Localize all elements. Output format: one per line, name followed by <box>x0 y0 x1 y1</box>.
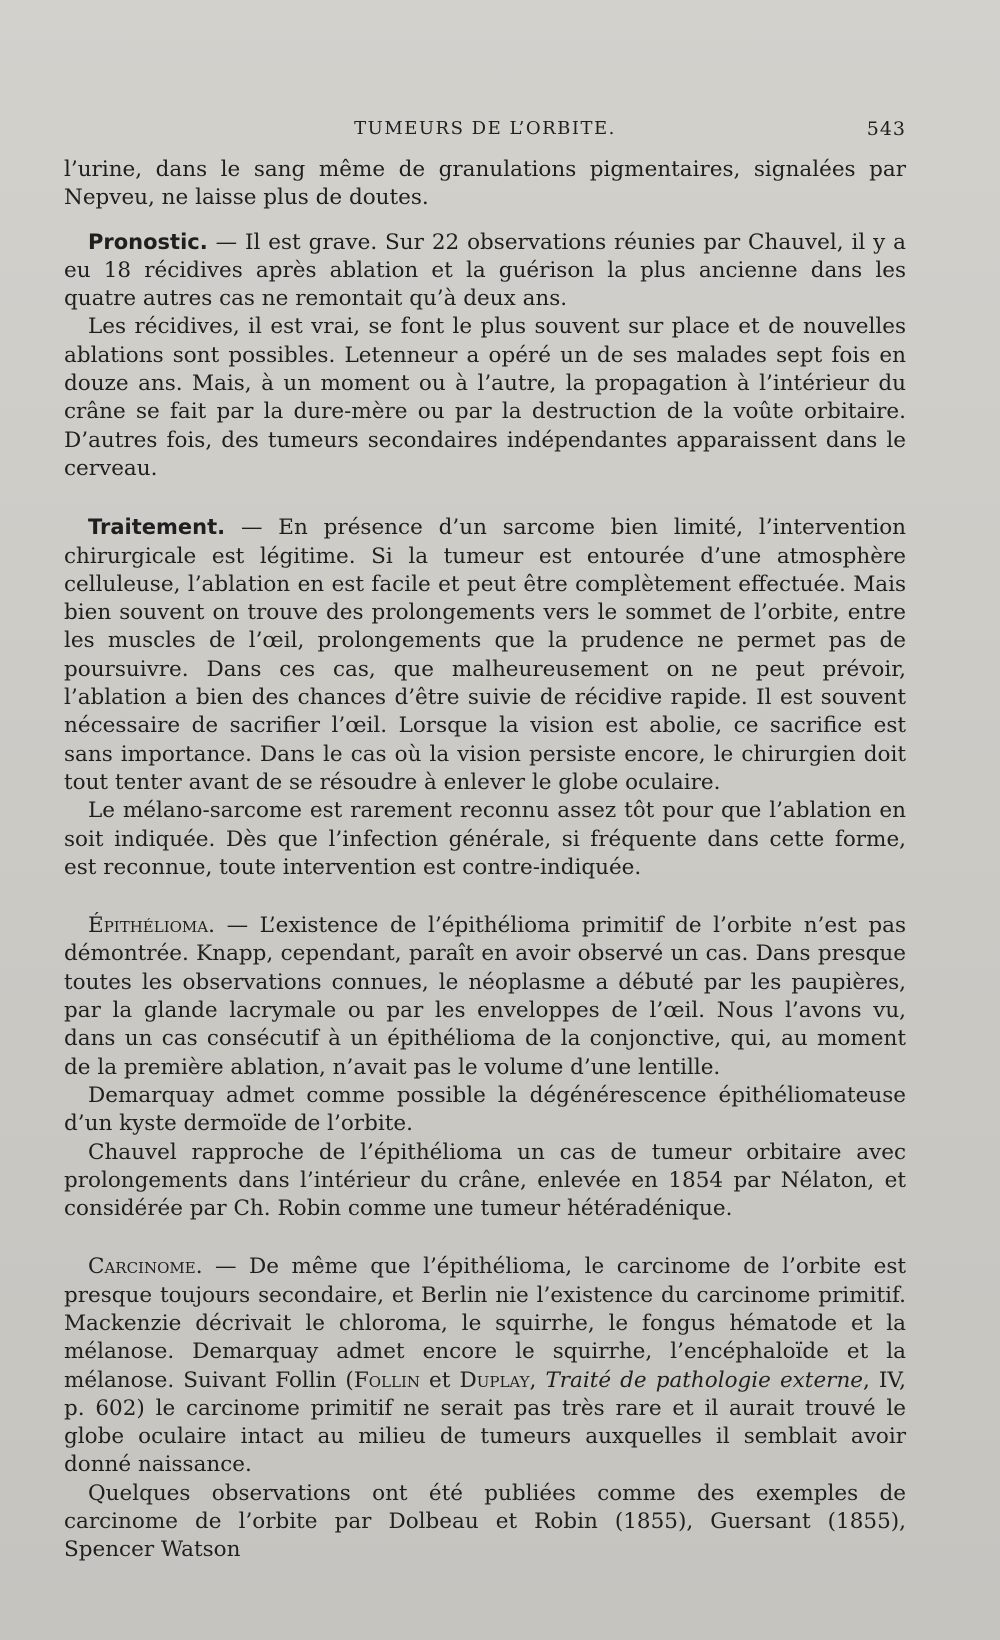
paragraph-text: — En présence d’un sarcome bien limité, l’intervention chirurgicale est légitime. Si la tumeur est entourée d’une atmosphère celluleuse, l’ablation en est facile et peut être complètement effectuée. Mais bien souvent on trouve des prolongements vers le sommet de l’orbite, entre les muscles de l’œil, prolongements que la prudence ne permet pas de poursuivre. Dans ces cas, que malheureusement on ne peut prévoir, l’ablation a bien des chances d’être suivie de récidive rapide. Il est souvent nécessaire de sacrifier l’œil. Lorsque la vision est abolie, ce sacrifice est sans importance. Dans le cas où la vision persiste encore, le chirurgien doit tout tenter avant de se résoudre à enlever le globe oculaire. <box>64 515 906 795</box>
paragraph-demarquay <box>64 1082 906 1139</box>
paragraph-urine <box>64 156 906 213</box>
paragraph-observations <box>64 1480 906 1565</box>
paragraph-text: , IV, p. 602) le carcinome primitif ne serait pas très rare et il aurait trouvé le globe oculaire intact au milieu de tumeurs auxquelles il semblait avoir donné naissance. <box>64 1367 906 1478</box>
paragraph-text: Le mélano-sarcome est rarement reconnu assez tôt pour que l’ablation en soit indiquée. Dès que l’infection générale, si fréquente dans cette forme, est reconnue, toute intervention est contre-indiquée. <box>64 798 906 880</box>
section-heading-carcinome: Carcinome. <box>88 1254 203 1280</box>
paragraph-text: Chauvel rapproche de l’épithélioma un cas de tumeur orbitaire avec prolongements dans l’intérieur du crâne, enlevée en 1854 par Nélaton, et considérée par Ch. Robin comme une tumeur hétéradénique. <box>64 1139 906 1222</box>
paragraph-traitement <box>64 513 906 797</box>
paragraph-text: — De même que l’épithélioma, le carcinome de l’orbite est presque toujours secondaire, et Berlin nie l’existence du carcinome primitif. Mackenzie décrivait le chloroma, le squirrhe, le fongus hématode et la mélanose. Demarquay admet encore le squirrhe, l’encéphaloïde et la mélanose. Suivant Follin ( <box>64 1254 906 1393</box>
paragraph-text: Quelques observations ont été publiées comme des exemples de carcinome de l’orbite par Dolbeau et Robin (1855), Guersant (1855), Spencer Watson <box>64 1480 906 1563</box>
paragraph-melano-sarcome <box>64 797 906 882</box>
paragraph-text: Les récidives, il est vrai, se font le plus souvent sur place et de nouvelles ablations sont possibles. Letenneur a opéré un de ses malades sept fois en douze ans. Mais, à un moment ou à l’autre, la propagation à l’intérieur du crâne se fait par la dure-mère ou par la destruction de la voûte orbitaire. D’autres fois, des tumeurs secondaires indépendantes apparaissent dans le cerveau. <box>64 314 906 481</box>
page-body <box>64 156 906 1565</box>
paragraph-text: l’urine, dans le sang même de granulations pigmentaires, signalées par Nepveu, ne laisse plus de doutes. <box>64 157 906 211</box>
paragraph-text: — Il est grave. Sur 22 observations réunies par Chauvel, il y a eu 18 récidives après ablation et la guérison la plus ancienne dans les quatre autres cas ne remontait qu’à deux ans. <box>64 229 906 312</box>
paragraph-carcinome <box>64 1253 906 1479</box>
paragraph-chauvel <box>64 1139 906 1224</box>
running-title: TUMEURS DE L’ORBITE. <box>354 118 616 139</box>
paragraph-recidives <box>64 313 906 483</box>
book-title: Traité de pathologie externe <box>545 1367 864 1393</box>
paragraph-epithelioma <box>64 912 906 1082</box>
author-name-duplay: Duplay <box>459 1367 530 1393</box>
page-number: 543 <box>866 118 906 140</box>
paragraph-text: et <box>420 1367 460 1393</box>
section-heading-traitement: Traitement. <box>88 515 226 540</box>
paragraph-text: — L’existence de l’épithélioma primitif de l’orbite n’est pas démontrée. Knapp, cependant, paraît en avoir observé un cas. Dans presque toutes les observations connues, le néoplasme a débuté par les paupières, par la glande lacrymale ou par les enveloppes de l’œil. Nous l’avons vu, dans un cas consécutif à un épithélioma de la conjonctive, qui, au moment de la première ablation, n’avait pas le volume d’une lentille. <box>64 913 906 1080</box>
author-name-follin: Follin <box>353 1367 420 1393</box>
section-heading-epithelioma: Épithélioma. <box>88 913 215 939</box>
paragraph-pronostic <box>64 228 906 314</box>
section-heading-pronostic: Pronostic. <box>88 229 208 254</box>
paragraph-text: , <box>529 1367 546 1393</box>
page-header <box>64 118 906 144</box>
paragraph-text: Demarquay admet comme possible la dégénérescence épithéliomateuse d’un kyste dermoïde de l’orbite. <box>64 1082 906 1137</box>
